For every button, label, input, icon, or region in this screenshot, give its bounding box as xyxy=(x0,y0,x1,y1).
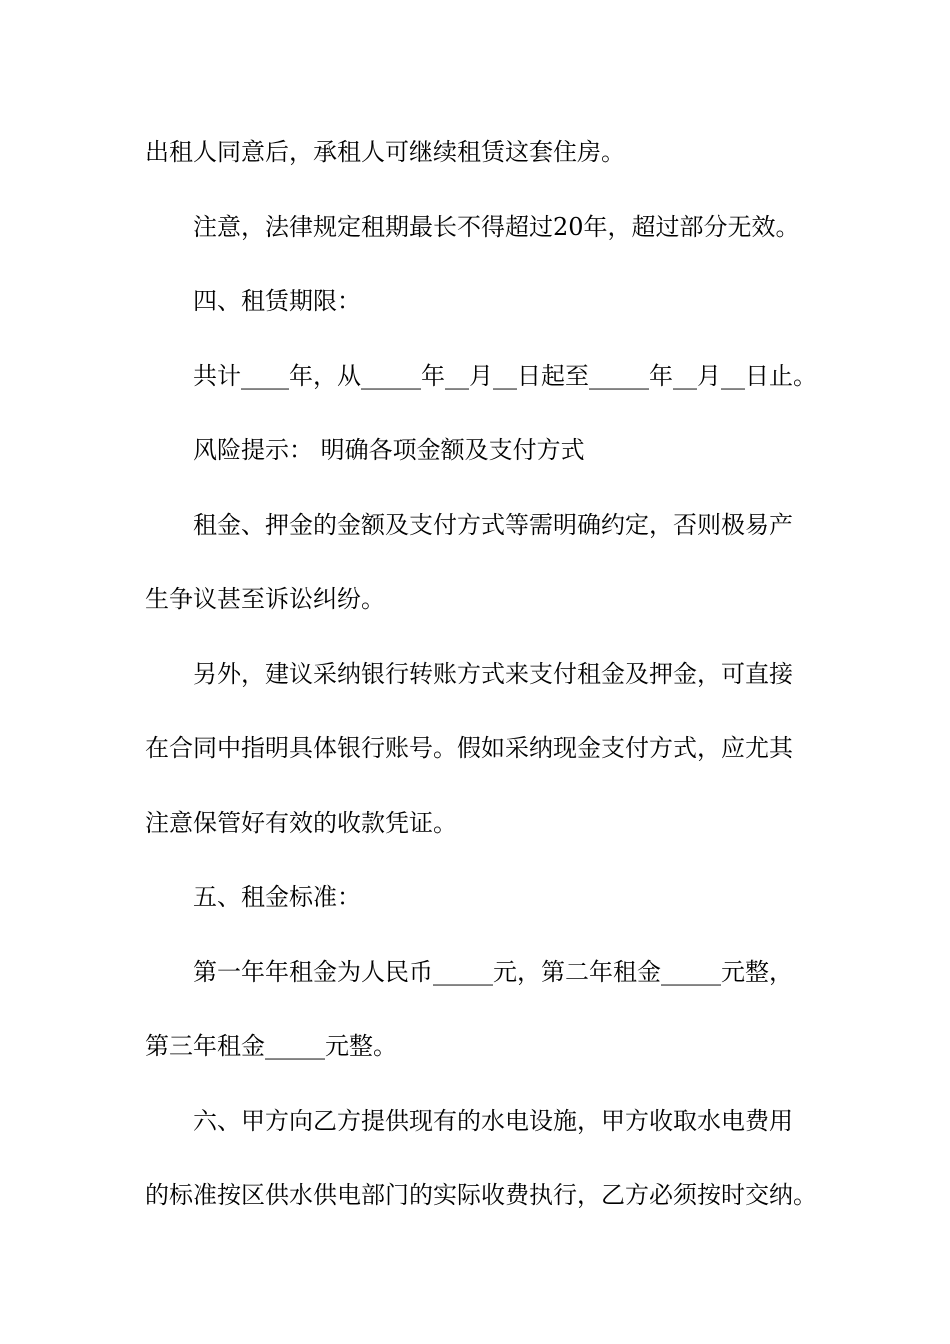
paragraph-line: 在合同中指明具体银行账号。假如采纳现金支付方式，应尤其 xyxy=(145,734,793,762)
paragraph-line: 注意保管好有效的收款凭证。 xyxy=(145,809,457,837)
paragraph-line: 共计____年，从_____年__月__日起至_____年__月__日止。 xyxy=(193,362,817,390)
section-heading: 四、租赁期限： xyxy=(193,287,361,315)
paragraph-line: 第一年年租金为人民币_____元，第二年租金_____元整， xyxy=(193,958,793,986)
section-heading: 五、租金标准： xyxy=(193,883,361,911)
section-heading: 六、甲方向乙方提供现有的水电设施，甲方收取水电费用 xyxy=(193,1107,793,1135)
paragraph-line: 注意，法律规定租期最长不得超过20年，超过部分无效。 xyxy=(193,213,800,241)
paragraph-line: 出租人同意后，承租人可继续租赁这套住房。 xyxy=(145,138,625,166)
paragraph-line: 生争议甚至诉讼纠纷。 xyxy=(145,585,385,613)
paragraph-line: 另外，建议采纳银行转账方式来支付租金及押金，可直接 xyxy=(193,660,793,688)
paragraph-line: 租金、押金的金额及支付方式等需明确约定，否则极易产 xyxy=(193,511,793,539)
paragraph-line: 的标准按区供水供电部门的实际收费执行，乙方必须按时交纳。 xyxy=(145,1181,817,1209)
paragraph-line: 第三年租金_____元整。 xyxy=(145,1032,397,1060)
risk-tip-heading: 风险提示： 明确各项金额及支付方式 xyxy=(193,436,585,464)
